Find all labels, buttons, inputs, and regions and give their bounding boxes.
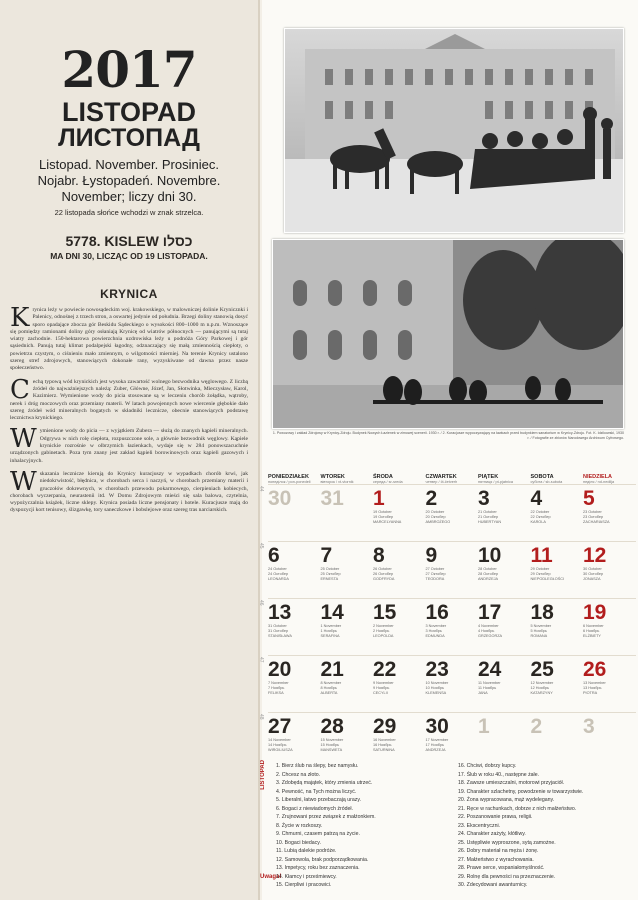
day-julian-date: 3 Ноябрь — [425, 628, 442, 633]
day-cell — [531, 655, 584, 712]
week-number: 44 — [258, 486, 264, 492]
note-item: 16. Chciwi, dobrzy kupcy. — [458, 763, 517, 769]
day-number: 2 — [425, 487, 438, 510]
note-item: 27. Małżeństwo z wyrachowania. — [458, 856, 534, 863]
day-number: 25 — [530, 658, 554, 681]
day-julian-date: 29 Октобер — [530, 571, 551, 576]
day-cell — [268, 598, 321, 655]
month-title-ru: ЛИСТОПАД — [58, 124, 200, 152]
day-cell — [583, 655, 636, 712]
calendar-week-row — [258, 484, 638, 541]
weekday-name: CZWARTEK — [425, 474, 457, 480]
day-number: 5 — [583, 487, 595, 510]
weekday-sub: вівторок / vt-vtornik — [320, 480, 354, 484]
day-cell — [321, 484, 374, 541]
note-item: 29. Rolnę dla pewności na przeznaczenie. — [458, 873, 556, 880]
day-number: 30 — [425, 715, 449, 738]
calendar-week-row — [258, 655, 638, 712]
right-panel — [258, 0, 638, 900]
day-cell — [583, 484, 636, 541]
weekday-header — [268, 474, 321, 484]
day-nameday: MARCELYANNA — [373, 520, 402, 525]
day-julian-date: 21 October — [478, 510, 497, 514]
note-item: 30. Zdecydowani awanturnicy. — [458, 882, 528, 888]
drop-cap: C — [10, 374, 30, 405]
day-number: 29 — [373, 715, 397, 738]
day-cell — [531, 541, 584, 598]
day-number: 11 — [530, 544, 553, 567]
day-julian-date: 28 October — [478, 567, 497, 571]
day-nameday: ZACHARIASZA — [583, 520, 610, 525]
weekday-sub: середа / sr-sreda — [373, 480, 403, 484]
weekday-header — [426, 474, 479, 484]
day-julian-date: 11 Ноябрь — [478, 685, 497, 690]
day-nameday: KATARZYNY — [530, 691, 553, 696]
day-nameday: NIEPODLEGŁOŚCI — [530, 577, 565, 582]
article-paragraph — [10, 374, 248, 423]
day-julian-date: 20 October — [425, 510, 445, 514]
sleigh-photo-illustration — [285, 29, 624, 233]
day-julian-date: 9 November — [373, 681, 394, 685]
day-number: 22 — [373, 658, 397, 681]
calendar-week-row — [258, 541, 638, 598]
day-julian-date: 14 November — [268, 738, 291, 742]
day-number: 14 — [320, 601, 344, 624]
day-nameday: LEOPOLDA — [373, 634, 394, 639]
day-cell — [373, 484, 426, 541]
article-paragraph — [10, 466, 248, 515]
day-number: 6 — [268, 544, 280, 567]
promenade-photo-illustration — [273, 240, 624, 429]
day-nameday: JONASZA — [583, 577, 601, 582]
day-nameday: FELIKSA — [268, 691, 284, 696]
day-cell — [373, 598, 426, 655]
day-number: 23 — [425, 658, 449, 681]
hebrew-month: 5778. KISLEW כסלו — [65, 233, 193, 249]
day-julian-date: 24 Октобер — [268, 571, 289, 576]
day-julian-date: 4 Ноябрь — [478, 628, 495, 633]
day-nameday: KAROLA — [530, 520, 546, 525]
day-julian-date: 8 November — [320, 681, 342, 685]
day-julian-date: 27 Октобер — [425, 571, 446, 576]
paragraph-text: ymienione wody do picia — z wyjątkiem Zubera — służą do znanych kąpieli mineralnych. Odgrywa w nich rolę ciepłota, rozpuszczone sole, a głównie bezwodnik węglowy. Kąpiele krynickie rozrośnie w olbrzymich łazienkach, wydaje się w 284 ponowszacuchnie urządzonych gabinetach. Poza tym znany jest zakład kąpieli borowinowych oraz kąpieli gazowych i inhalacyjnych. — [10, 428, 248, 464]
day-julian-date: 25 October — [320, 567, 340, 571]
left-panel — [0, 0, 258, 900]
day-julian-date: 2 November — [373, 624, 394, 628]
day-julian-date: 6 November — [583, 624, 604, 628]
article-title: KRYNICA — [100, 287, 158, 301]
weekday-name: SOBOTA — [530, 474, 554, 480]
note-item: 7. Zrujnowani przez związek z małżonkiem. — [276, 814, 376, 820]
day-cell — [268, 484, 321, 541]
day-julian-date: 19 October — [373, 510, 392, 514]
day-julian-date: 30 October — [583, 567, 602, 571]
day-cell — [531, 484, 584, 541]
day-number: 17 — [478, 601, 502, 624]
calendar-grid — [258, 474, 638, 769]
note-item: 8. Życie w rozkoszy. — [276, 822, 323, 829]
week-number: 48 — [258, 714, 264, 720]
day-nameday: JANA — [478, 691, 488, 696]
day-cell — [583, 598, 636, 655]
note-item: 13. Impetycy, roku bez zaznaczenia. — [276, 865, 360, 871]
note-item: 28. Prawe serce, wspaniałomyślność. — [458, 865, 545, 871]
week-number: 47 — [258, 657, 264, 663]
day-cell — [426, 484, 479, 541]
day-number: 3 — [478, 487, 490, 510]
day-julian-date: 17 Ноябрь — [425, 742, 444, 747]
notes-column-2 — [458, 762, 583, 890]
day-julian-date: 22 October — [530, 510, 550, 514]
day-julian-date: 6 Ноябрь — [583, 628, 600, 633]
day-cell — [268, 541, 321, 598]
day-nameday: EDMUNDA — [425, 634, 445, 639]
photo-sleigh — [284, 28, 624, 233]
day-number: 9 — [425, 544, 438, 567]
zodiac-note: 22 listopada słońce wchodzi w znak strzelca. — [54, 208, 204, 217]
day-nameday: ALBERTA — [320, 691, 338, 696]
day-number: 26 — [583, 658, 607, 681]
day-julian-date: 13 November — [583, 681, 606, 685]
weekday-name: WTOREK — [320, 474, 345, 480]
weekday-name: ŚRODA — [373, 474, 393, 480]
day-nameday: WIRGILIUSZA — [268, 748, 293, 753]
day-julian-date: 12 Ноябрь — [530, 685, 549, 690]
day-julian-date: 7 November — [268, 681, 289, 685]
day-julian-date: 31 October — [268, 624, 287, 628]
weekday-header — [478, 474, 531, 484]
note-item: 1. Bierz ślub na ślepy, bez namysłu. — [276, 763, 359, 769]
weekday-sub: пятниця / pt-pjatnica — [478, 480, 513, 484]
weekday-header — [531, 474, 584, 484]
note-item: 21. Ręce w rachunkach, dobrze z nich małżeństwo. — [458, 805, 577, 812]
day-julian-date: 5 November — [530, 624, 552, 628]
day-julian-date: 12 November — [530, 681, 554, 685]
day-julian-date: 10 November — [425, 681, 449, 685]
day-nameday: ANDRZEJA — [478, 577, 499, 582]
note-item: 17. Ślub w roku 40., następne żałe. — [458, 771, 540, 778]
day-julian-date: 26 October — [373, 567, 392, 571]
day-number: 16 — [425, 601, 449, 624]
day-julian-date: 9 Ноябрь — [373, 685, 390, 690]
day-julian-date: 31 Октобер — [268, 628, 289, 633]
day-julian-date: 13 Ноябрь — [583, 685, 602, 690]
day-julian-date: 20 Октобер — [425, 514, 446, 519]
note-item: 11. Lubią dalekie podróże. — [276, 848, 337, 854]
photo-caption: 1. Powozowy i zakład Zdrojowy w Krynicy-Zdroju. Budynek Nowych Łazienek w zimowej scenerii. 1930 r. / 2. Kuracjusze wypoczywający na ławkach przed budynkiem sanatorium w Krynicy-Zdroju. Fot. K. Idzikowski, 1930 r. / Fotografie ze zbiorów Narodowego Archiwum Cyfrowego. — [272, 431, 624, 440]
day-julian-date: 27 October — [425, 567, 445, 571]
week-number: 45 — [258, 543, 264, 549]
notes-label: LISTOPAD — [260, 760, 266, 790]
day-number: 18 — [530, 601, 554, 624]
day-julian-date: 15 November — [320, 738, 344, 742]
article-paragraph — [10, 424, 248, 464]
weekday-header-sunday — [583, 474, 636, 484]
weekday-sub: понеділок / pon-ponedeli — [268, 480, 311, 484]
day-nameday: ANDRZEJA — [425, 748, 446, 753]
day-nameday: ELŻBIETY — [583, 634, 601, 639]
note-item: 18. Zawsze umieszczalni, motorowi przyjaciół. — [458, 780, 565, 786]
day-nameday: CECYLII — [373, 691, 388, 696]
month-names — [10, 157, 248, 205]
day-number: 21 — [320, 658, 344, 681]
day-nameday: LEONARDA — [268, 577, 289, 582]
day-julian-date: 19 Октобер — [373, 514, 394, 519]
note-item: 14. Kłamcy i prześmiewcy. — [276, 873, 337, 880]
hebrew-days: MA DNI 30, LICZĄC OD 19 LISTOPADA. — [50, 251, 208, 261]
note-item: 22. Poszanowanie prawa, religii. — [458, 814, 533, 820]
note-item: 5. Liberalni, łatwo przebaczają urazy. — [276, 797, 361, 803]
names-line: Listopad. November. Prosiniec. — [39, 157, 219, 172]
day-nameday: PIOTRA — [583, 691, 598, 696]
day-cell — [268, 655, 321, 712]
day-nameday: SATURNINA — [373, 748, 395, 753]
day-julian-date: 24 October — [268, 567, 287, 571]
day-cell — [321, 655, 374, 712]
day-nameday: SERAFINA — [320, 634, 340, 639]
day-cell — [531, 598, 584, 655]
day-julian-date: 28 Октобер — [478, 571, 499, 576]
note-item: 10. Bogaci biedacy. — [276, 839, 321, 846]
names-line: Novemb​er; liczy dni 30. — [61, 189, 197, 204]
day-number: 3 — [583, 715, 595, 738]
weekday-name: PONIEDZIAŁEK — [268, 474, 309, 480]
day-cell — [478, 541, 531, 598]
day-cell — [478, 484, 531, 541]
note-item: 3. Zdobędą majątek, który zmienia utrzeć. — [276, 780, 373, 786]
day-nameday: HUBERTYAN — [478, 520, 502, 525]
note-item: 6. Bogaci z niewiadomych źródeł. — [276, 805, 353, 812]
weekday-header — [321, 474, 374, 484]
note-item: 19. Charakter szlachetny, powodzenie w towarzystwie. — [458, 788, 584, 795]
day-number: 8 — [373, 544, 385, 567]
day-julian-date: 2 Ноябрь — [373, 628, 390, 633]
weekday-header — [373, 474, 426, 484]
day-julian-date: 4 November — [478, 624, 499, 628]
day-julian-date: 26 Октобер — [373, 571, 394, 576]
paragraph-text: echą typową wód krynickich jest wysoka zawartość wolnego bezwodnika węglowego. Z liczbą źródeł do najważniejszych należą: Zuber, Główne, Józef, Jan, Słotwinka, Mieczysław, Karol, Kazimierz. Wymienione wody do picia stosowane są w leczeniu chorób żołądka, wątroby, nerek i dróg moczowych oraz przemiany materii. W latach powojennych nowe wiercenie głębokie dało szereg źródeł wód mineralnych bogatych w składniki lecznicze, obecnie stanowiących podstawę lecznictwa krynickiego. — [10, 378, 248, 422]
day-nameday: GODFRYDA — [373, 577, 395, 582]
weekday-name: NIEDZIELA — [583, 474, 613, 480]
day-julian-date: 25 Октобер — [320, 571, 341, 576]
note-item: 15. Cierpliwi i pracowici. — [276, 882, 332, 888]
day-number: 24 — [478, 658, 502, 681]
day-julian-date: 16 Ноябрь — [373, 742, 392, 747]
weekday-name: PIĄTEK — [478, 474, 499, 480]
day-cell — [478, 655, 531, 712]
names-line: Nojabr. Łystopadeń. Novembre. — [37, 173, 221, 188]
day-number: 31 — [320, 487, 344, 510]
day-nameday: ROMANA — [530, 634, 548, 639]
day-number: 4 — [530, 487, 543, 510]
weekday-sub: четвер / čt-četverh — [425, 480, 458, 484]
day-nameday: STANISŁAWA — [268, 634, 292, 639]
day-julian-date: 21 Октобер — [478, 514, 499, 519]
day-nameday: MANSWETA — [320, 748, 343, 753]
day-cell — [478, 598, 531, 655]
day-cell — [321, 541, 374, 598]
day-number: 1 — [373, 487, 385, 510]
day-cell — [583, 541, 636, 598]
day-julian-date: 3 November — [425, 624, 447, 628]
day-nameday: AMBROŻEGO — [425, 520, 451, 525]
week-number: 46 — [258, 600, 264, 606]
day-number: 7 — [320, 544, 333, 567]
note-item: 25. Ustępliwie wyproszone, sytą zamożne. — [458, 839, 556, 846]
day-julian-date: 1 November — [320, 624, 342, 628]
day-julian-date: 22 Октобер — [530, 514, 551, 519]
day-nameday: KLEMENSA — [425, 691, 447, 696]
day-julian-date: 1 Ноябрь — [320, 628, 337, 633]
day-number: 27 — [268, 715, 292, 738]
day-julian-date: 14 Ноябрь — [268, 742, 287, 747]
note-item: 20. Żona wypracowana, mąż wydelegany. — [458, 797, 555, 803]
day-number: 20 — [268, 658, 292, 681]
day-number: 15 — [373, 601, 397, 624]
day-number: 2 — [530, 715, 543, 738]
article-paragraph — [10, 303, 248, 373]
drop-cap: W — [10, 466, 37, 497]
note-item: 2. Chcesz na złoto. — [276, 771, 321, 778]
day-nameday: TEODORA — [425, 577, 445, 582]
day-cell — [426, 655, 479, 712]
paragraph-text: skazania lecznicze kierują do Krynicy kuracjuszy w wypadkach chorób krwi, jak niedokrwistość, błędnica, w chorobach serca i naczyń, w chorobach przemiany materii i gruczołów dokrewnych, w chorobach przewodu pokarmowego, cierpieniach kobiecych, chorobach wyczerpania, neurastenii itd. W Domu Zdrojowym mieści się sala balowa, czytelnia, wypożyczalnia książek, liczne sklepy. Krynica posiada liczne pensjonaty i hotele. Kuracjusze mają do dyspozycji kort tenisowy, ślizgawkę, tory saneczkowe i bobslejowe oraz szereg tras narciarskich. — [10, 470, 248, 514]
note-item: 23. Ekscentryczni. — [458, 822, 501, 829]
day-julian-date: 29 October — [530, 567, 550, 571]
notes-column-1 — [276, 762, 376, 890]
note-item: 26. Dobry materiał na męża i żonę. — [458, 848, 539, 854]
notes-section — [262, 760, 638, 900]
note-item: 12. Samowola, brak podporządkowania. — [276, 856, 369, 863]
day-julian-date: 8 Ноябрь — [320, 685, 337, 690]
day-julian-date: 15 Ноябрь — [320, 742, 339, 747]
paragraph-text: rynica leży w powiecie nowosądeckim woj. krakowskiego, w malowniczej dolinie Krynicznki i Palenicy, odnośnej z trzech stron, a oswartej jedynie od południa. Brzegi doliny stanowią dosyć sporo opadające zbocza gór Beskidu Sądeckiego o wysokości 800–1000 m n.p.m. Wznoszące się pomiędzy ramionami doliny góry osłaniają Krynicę od wiatrów północnych — panującymi są tutaj wiatry zachodnie. 150-hektarowa powierzchnia uzdrowiska leży u podnóża Góry Parkowej i gór sąsiednich. Panują tutaj klimat podalpejski łagodny, odznaczający się małą zmiennością ciepłoty, o powietrzu czystym, o ciśnieniu mało zmiennym, o wilgotności mierniej. Na terenie Krynicy ustalono szereg stref zdrojowych, stanowiących dokonałe rany, wyzyskiwane od dawna przez nasze społeczeństwo. — [10, 307, 248, 372]
day-julian-date: 7 Ноябрь — [268, 685, 285, 690]
day-cell — [426, 598, 479, 655]
drop-cap: K — [10, 303, 30, 333]
day-cell — [321, 598, 374, 655]
drop-cap: W — [10, 424, 37, 455]
calendar-weeks — [258, 484, 638, 769]
day-number: 10 — [478, 544, 502, 567]
photo-group — [272, 28, 624, 440]
day-julian-date: 5 Ноябрь — [530, 628, 547, 633]
note-item: 9. Chmurni, czasem patrzą na życie. — [276, 831, 360, 837]
photo-promenade — [272, 239, 624, 429]
year-title: 2017 — [61, 40, 197, 99]
day-nameday: ERNESTA — [320, 577, 339, 582]
day-julian-date: 17 November — [425, 738, 449, 742]
month-title-pl: LISTOPAD — [61, 97, 196, 127]
day-cell — [426, 541, 479, 598]
day-number: 19 — [583, 601, 607, 624]
day-julian-date: 16 November — [373, 738, 396, 742]
weekday-headers — [262, 474, 638, 484]
notes-label-uwaga: Uwaga! — [260, 874, 282, 880]
day-number: 13 — [268, 601, 292, 624]
day-julian-date: 23 Октобер — [583, 514, 604, 519]
day-nameday: GRZEGORZA — [478, 634, 503, 639]
day-julian-date: 10 Ноябрь — [425, 685, 444, 690]
weekday-sub: неділя / nd-nedilja — [583, 480, 615, 484]
day-cell — [373, 655, 426, 712]
day-number: 28 — [320, 715, 344, 738]
day-julian-date: 11 November — [478, 681, 501, 685]
day-julian-date: 30 Октобер — [583, 571, 604, 576]
weekday-sub: субота / sb-subota — [530, 480, 563, 484]
day-number: 1 — [478, 715, 490, 738]
day-number: 30 — [268, 487, 292, 510]
note-item: 24. Charakter zażyty, kłótliwy. — [458, 831, 526, 837]
day-number: 12 — [583, 544, 607, 567]
day-julian-date: 23 October — [583, 510, 602, 514]
calendar-week-row — [258, 598, 638, 655]
note-item: 4. Pewność, na Tych można liczyć. — [276, 788, 357, 795]
day-cell — [373, 541, 426, 598]
